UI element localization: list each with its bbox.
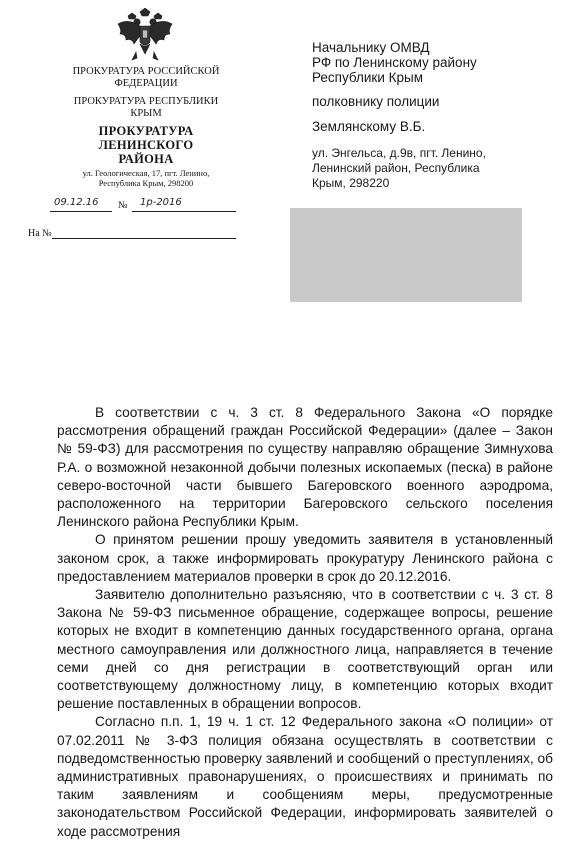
org-line-federal: ПРОКУРАТУРА РОССИЙСКОЙ ФЕДЕРАЦИИ (72, 66, 220, 89)
recipient-address-line2: Ленинский район, Республика (312, 161, 480, 175)
registration-line (28, 197, 236, 217)
recipient-address-line1: ул. Энгельса, д.9в, пгт. Ленино, (312, 146, 486, 160)
paragraph-3: Заявителю дополнительно разъясняю, что в соответствии с ч. 3 ст. 8 Закона № 59-ФЗ письменное обращение, содержащее вопросы, решение которых не входит в компетенцию данных государственного органа, органа местного самоуправления или должностного лица, направляется в течение семи дней со дня регистрации в соответствующий орган или соответствующему должностному лицу, в компетенцию которых входит решение поставленных в обращении вопросов. (57, 587, 553, 712)
reference-label: На № (28, 228, 52, 239)
recipient-address-line3: Крым, 298220 (312, 176, 390, 190)
reg-number-label: № (118, 200, 128, 211)
reference-line (28, 224, 236, 244)
org-line-district: ПРОКУРАТУРА ЛЕНИНСКОГО РАЙОНА (98, 124, 194, 166)
coat-of-arms-emblem (114, 8, 176, 64)
recipient-title (312, 40, 477, 85)
recipient-line3: Республики Крым (312, 70, 423, 85)
recipient-name: Землянскому В.Б. (312, 119, 426, 134)
paragraph-1: В соответствии с ч. 3 ст. 8 Федерального Закона «О порядке рассмотрения обращений граждан Российской Федерации» (далее – Закон № 59-ФЗ) для рассмотрения по существу направляю обращение Зимнухова Р.А. о возможной незаконной добычи полезных ископаемых (песка) в районе северо-восточной части бывшего Багеровского военного аэродрома, расположенного на территории Багеровского сельского поселения Ленинского района Республики Крым. (57, 405, 553, 530)
org-line-republic: ПРОКУРАТУРА РЕСПУБЛИКИ КРЫМ (73, 96, 219, 119)
recipient-line1: Начальнику ОМВД (312, 40, 430, 55)
recipient-address (312, 146, 486, 191)
redacted-area (290, 208, 522, 302)
sender-address: ул. Геологическая, 17, пгт. Ленино, Республика Крым, 298200 (82, 168, 210, 188)
russian-coat-of-arms-icon (114, 8, 176, 64)
recipient-rank: полковнику полиции (312, 94, 440, 109)
paragraph-4: Согласно п.п. 1, 19 ч. 1 ст. 12 Федерального закона «О полиции» от 07.02.2011 № 3-ФЗ полиция обязана осуществлять в соответствии с подведомственностью проверку заявлений и сообщений о преступлениях, об административных правонарушениях, о происшествиях и принимать по таким заявлениям и сообщениям меры, предусмотренные законодательством Российской Федерации, информировать заявителей о ходе рассмотрения (57, 714, 553, 839)
paragraph-2: О принятом решении прошу уведомить заявителя в установленный законом срок, а также информировать прокуратуру Ленинского района с предоставлением материалов проверки в срок до 20.12.2016. (57, 532, 553, 584)
recipient-line2: РФ по Ленинскому району (312, 55, 477, 70)
letter-body (57, 404, 553, 841)
reg-number: 1р-2016 (140, 197, 182, 208)
reg-date: 09.12.16 (54, 197, 99, 208)
